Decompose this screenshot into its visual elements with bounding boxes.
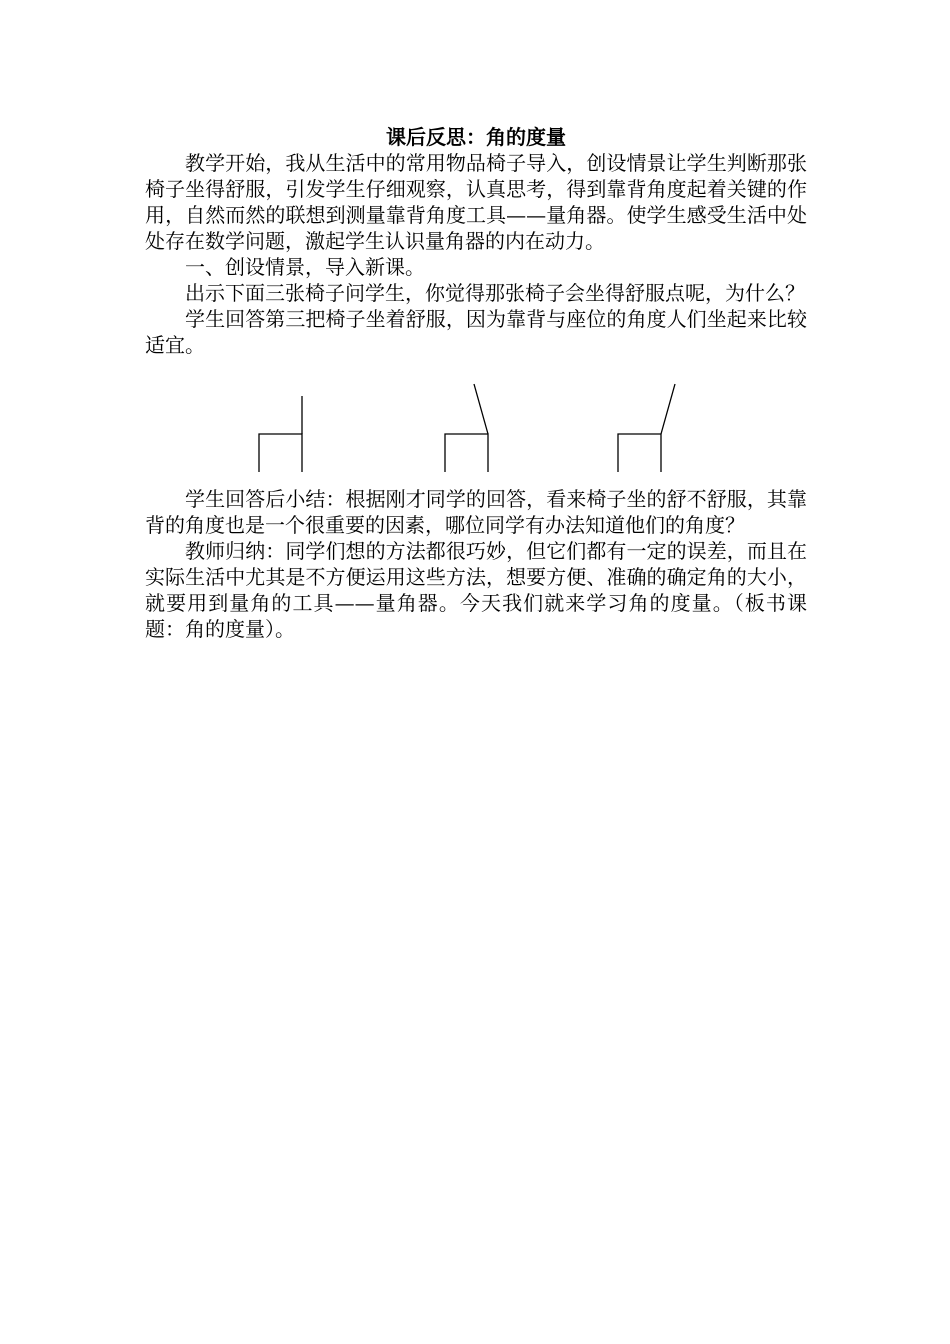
paragraph-summary: 学生回答后小结：根据刚才同学的回答，看来椅子坐的舒不舒服，其靠背的角度也是一个很重要的因素，哪位同学有办法知道他们的角度？ xyxy=(145,487,807,537)
paragraph-section-heading: 一、创设情景，导入新课。 xyxy=(185,255,425,279)
paragraph-teacher-conclusion: 教师归纳：同学们想的方法都很巧妙，但它们都有一定的误差，而且在实际生活中尤其是不方便运用这些方法，想要方便、准确的确定角的大小，就要用到量角的工具——量角器。今天我们就来学习角的度量。（板书课题：角的度量）。 xyxy=(145,539,807,641)
paragraph-student-answer: 学生回答第三把椅子坐着舒服，因为靠背与座位的角度人们坐起来比较适宜。 xyxy=(145,307,807,357)
chairs-illustration xyxy=(145,358,807,486)
document-body xyxy=(145,124,807,642)
chair-1-upright-icon xyxy=(259,396,302,472)
chair-2-steep-icon xyxy=(445,384,488,472)
chair-3-reclined-icon xyxy=(618,384,675,472)
document-title: 课后反思：角的度量 xyxy=(386,125,566,149)
paragraph-question: 出示下面三张椅子问学生，你觉得那张椅子会坐得舒服点呢，为什么？ xyxy=(185,281,805,305)
paragraph-intro: 教学开始，我从生活中的常用物品椅子导入，创设情景让学生判断那张椅子坐得舒服，引发学生仔细观察，认真思考，得到靠背角度起着关键的作用，自然而然的联想到测量靠背角度工具——量角器。使学生感受生活中处处存在数学问题，激起学生认识量角器的内在动力。 xyxy=(145,151,807,253)
chairs-figure xyxy=(145,358,807,486)
